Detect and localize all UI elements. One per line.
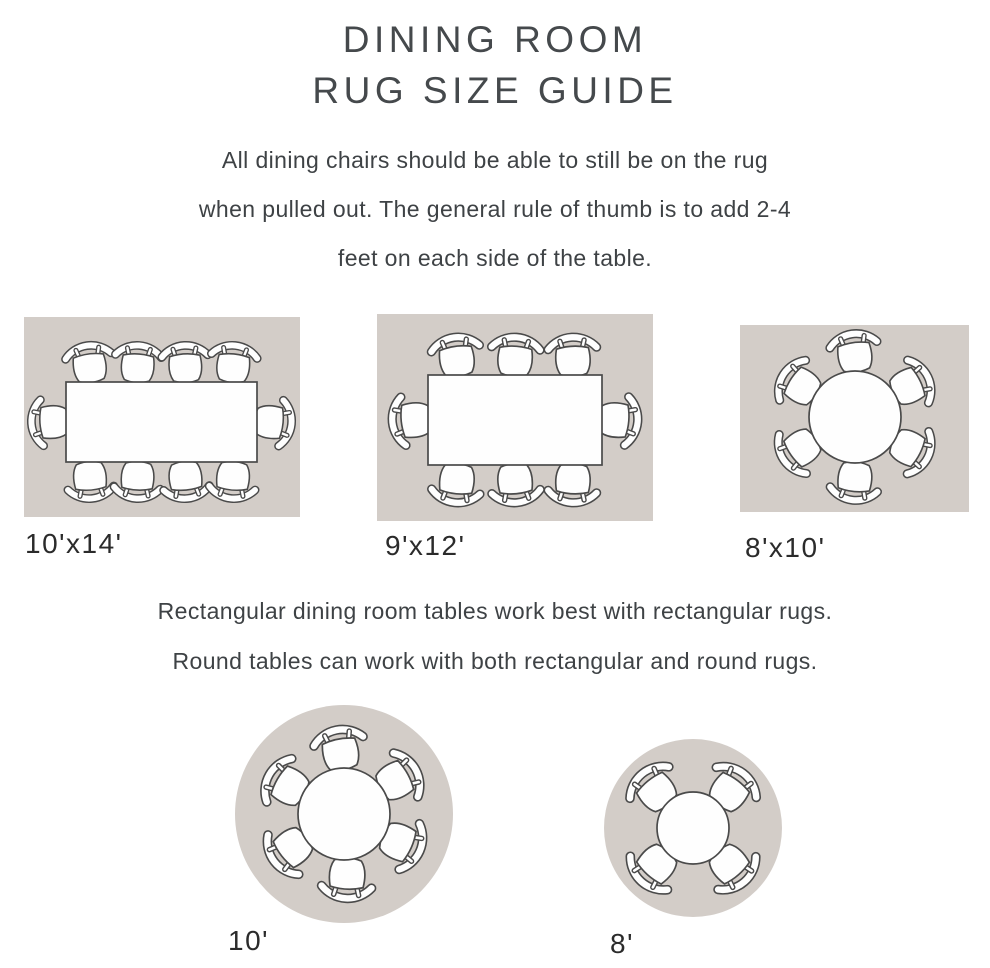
page-title-line-2: RUG SIZE GUIDE: [312, 70, 678, 111]
rug-10-round-diagram: [223, 693, 465, 935]
figure-rug-8x10: [728, 313, 981, 524]
rug-size-label-10x14: 10'x14': [25, 528, 123, 559]
note-line-1: Rectangular dining room tables work best with rectangular rugs.: [157, 598, 833, 624]
figure-rug-10x14: [12, 305, 312, 529]
intro-line-3: feet on each side of the table.: [337, 245, 653, 271]
note-line-2: Round tables can work with both rectangular and round rugs.: [172, 648, 818, 674]
dining-table-shape: [66, 382, 257, 462]
rug-10x14-diagram: [12, 305, 312, 529]
rug-size-label-9x12: 9'x12': [385, 530, 466, 561]
rug-size-label-10-round: 10': [228, 925, 269, 956]
dining-table-shape: [809, 371, 901, 463]
intro-line-2: when pulled out. The general rule of thumb is to add 2-4: [198, 196, 792, 222]
rug-8x10-diagram: [728, 313, 981, 524]
rug-size-label-8-round: 8': [610, 928, 634, 959]
figure-rug-10-round: [223, 693, 465, 935]
note-paragraph: [0, 586, 990, 686]
figure-rug-9x12: [365, 302, 665, 533]
dining-table-shape: [298, 768, 390, 860]
rug-8-round-diagram: [592, 727, 794, 929]
dining-table-shape: [657, 792, 729, 864]
intro-paragraph: [0, 136, 990, 283]
page-title-line-1: DINING ROOM: [342, 19, 648, 60]
intro-line-1: All dining chairs should be able to still be on the rug: [221, 147, 769, 173]
page-title: [0, 14, 990, 116]
rug-9x12-diagram: [365, 302, 665, 533]
dining-table-shape: [428, 375, 602, 465]
figure-rug-8-round: [592, 727, 794, 929]
rug-size-label-8x10: 8'x10': [745, 532, 826, 563]
